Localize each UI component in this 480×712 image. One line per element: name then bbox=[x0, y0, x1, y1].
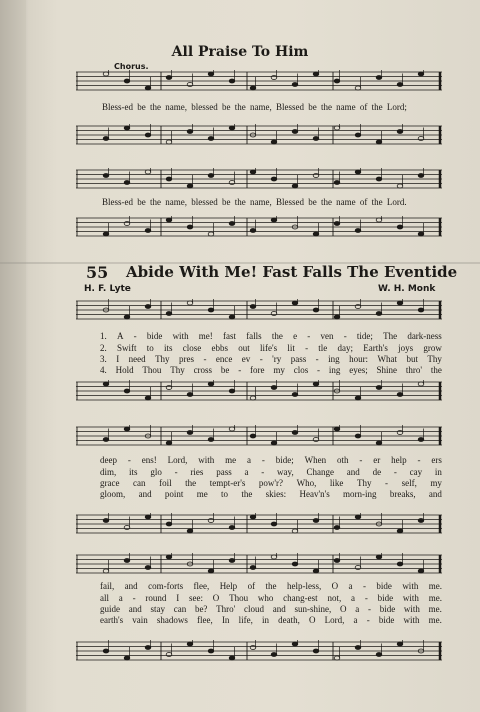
verse-1-line-1: 1. A - bide with me! fast falls the e - ven - tide; The dark-ness bbox=[100, 331, 442, 341]
page-title: All Praise To Him bbox=[171, 44, 309, 60]
hymn-composer: W. H. Monk bbox=[378, 284, 436, 294]
chorus-lyric-line-1: Bless-ed be the name, blessed be the name, Blessed be the name of the Lord; bbox=[102, 102, 407, 112]
verse-3-line-3: guide and stay can be? Thro' cloud and sun-shine, O a - bide with me. bbox=[100, 604, 442, 614]
verse-2-line-1: 2. Swift to its close ebbs out life's lit - tle day; Earth's joys grow bbox=[100, 343, 442, 353]
treble-staff-system-3 bbox=[76, 553, 442, 575]
chorus-treble-staff-1 bbox=[76, 70, 442, 92]
chorus-lyric-line-2: Bless-ed be the name, blessed be the name, Blessed be the name of the Lord. bbox=[102, 197, 407, 207]
verse-4-line-3: earth's vain shadows flee, In life, in death, O Lord, a - bide with me. bbox=[100, 615, 442, 625]
hymn-title: Abide With Me! Fast Falls The Eventide bbox=[126, 263, 458, 281]
page-binding bbox=[0, 0, 26, 712]
hymn-number: 55 bbox=[86, 263, 109, 282]
verse-4-line-2: gloom, and point me to the skies: Heav'n's morn-ing breaks, and bbox=[100, 489, 442, 499]
verse-3-line-2: grace can foil the tempt-er's pow'r? Who, like Thy - self, my bbox=[100, 478, 442, 488]
verse-3-line-1: 3. I need Thy pres - ence ev - 'ry pass - ing hour: What but Thy bbox=[100, 354, 442, 364]
verse-1-line-2: deep - ens! Lord, with me a - bide; When oth - er help - ers bbox=[100, 455, 442, 465]
hymn-author: H. F. Lyte bbox=[84, 284, 131, 294]
bass-staff-system-1 bbox=[76, 380, 442, 402]
treble-staff-system-2 bbox=[76, 425, 442, 447]
verse-2-line-3: all a - round I see: O Thou who chang-est not, a - bide with me. bbox=[100, 593, 442, 603]
verse-4-line-1: 4. Hold Thou Thy cross be - fore my clos - ing eyes; Shine thro' the bbox=[100, 365, 442, 375]
verse-2-line-2: dim, its glo - ries pass a - way, Change and de - cay in bbox=[100, 467, 442, 477]
verse-1-line-3: fail, and com-forts flee, Help of the help-less, O a - bide with me. bbox=[100, 581, 442, 591]
bass-staff-system-2 bbox=[76, 513, 442, 535]
chorus-bass-staff-2 bbox=[76, 216, 442, 238]
treble-staff-system-1 bbox=[76, 299, 442, 321]
chorus-bass-staff-1 bbox=[76, 124, 442, 146]
bass-staff-system-3 bbox=[76, 640, 442, 662]
chorus-label: Chorus. bbox=[114, 62, 149, 71]
chorus-treble-staff-2 bbox=[76, 168, 442, 190]
